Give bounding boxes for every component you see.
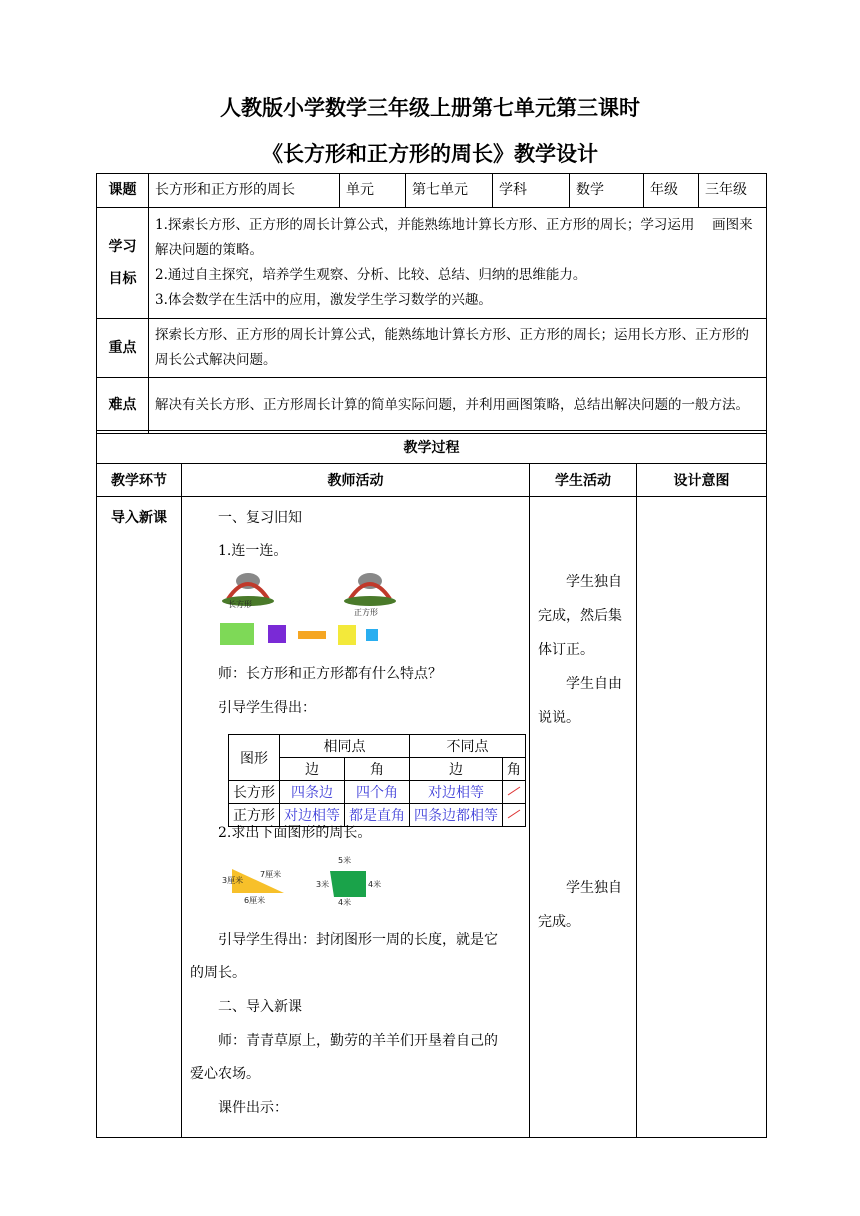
goals-label-line1: 学习 [108,239,137,255]
blue-square [366,629,378,641]
goal-item: 3.体会数学在生活中的应用，激发学生学习数学的兴趣。 [155,292,492,308]
ft-side: 边 [280,758,345,781]
green-rectangle [220,623,254,645]
teacher-line: 1.连一连。 [218,543,288,559]
design-intent-cell [637,497,767,1138]
subject-value: 数学 [570,174,644,208]
teacher-line: 2.求出下面图形的周长。 [218,825,372,841]
teaching-process-table [96,430,767,1138]
stage-name: 导入新课 [111,510,167,526]
key-value [149,319,767,378]
topic-value: 长方形和正方形的周长 [149,174,340,208]
connect-label-square: 正方形 [354,608,378,617]
triangle-label-base: 6厘米 [244,896,266,905]
student-line: 完成。 [538,914,580,930]
goals-value [149,208,767,319]
trapezoid-figure [326,867,370,901]
trapezoid-label-right: 4米 [368,880,382,889]
ft-cell: 四条边都相等 [410,804,503,827]
yellow-square [338,625,356,645]
goal-item: 2.通过自主探究，培养学生观察、分析、比较、总结、归纳的思维能力。 [155,267,587,283]
difficulty-label: 难点 [97,378,149,434]
student-line: 完成，然后集 [538,608,622,624]
difficulty-text: 解决有关长方形、正方形周长计算的简单实际问题，并利用画图策略，总结出解决问题的一般方法。 [155,397,749,413]
unit-label: 单元 [340,174,406,208]
ft-angle: 角 [345,758,410,781]
difficulty-value [149,378,767,434]
student-line: 说说。 [538,710,580,726]
ft-cell: 四条边 [280,781,345,804]
col-teacher: 教师活动 [182,464,530,497]
ft-diff-header: 不同点 [410,735,526,758]
process-heading: 教学过程 [97,431,767,464]
document-title-line1: 人教版小学数学三年级上册第七单元第三课时 [220,96,640,120]
teacher-line: 二、导入新课 [218,999,302,1015]
ft-side: 边 [410,758,503,781]
ft-cell: 都是直角 [345,804,410,827]
teacher-line: 师：青青草原上，勤劳的羊羊们开垦着自己的 [218,1033,498,1049]
teacher-line: 师：长方形和正方形都有什么特点？ [218,666,442,682]
student-line: 学生自由 [566,676,622,692]
features-table [228,734,526,827]
key-text: 探索长方形、正方形的周长计算公式，能熟练地计算长方形、正方形的周长；运用长方形、正方形的周长公式解决问题。 [155,327,749,368]
triangle-label-hyp: 7厘米 [260,870,282,879]
ft-angle: 角 [503,758,526,781]
triangle-label-left: 3厘米 [222,876,244,885]
student-activity-cell [530,497,637,1138]
ft-cell: 四个角 [345,781,410,804]
subject-label: 学科 [493,174,570,208]
ft-shape-header: 图形 [229,735,280,781]
teacher-line: 爱心农场。 [190,1066,260,1082]
student-line: 体订正。 [538,642,594,658]
slash-mark [507,809,521,819]
grade-label: 年级 [644,174,699,208]
slash-mark [507,786,521,796]
ft-same-header: 相同点 [280,735,410,758]
teacher-line: 引导学生得出： [218,700,316,716]
goal-item: 1.探索长方形、正方形的周长计算公式，并能熟练地计算长方形、正方形的周长；学习运用 画图来解决问题的策略。 [155,217,753,258]
teacher-line: 课件出示： [218,1100,288,1116]
ft-cell: 对边相等 [280,804,345,827]
orange-rectangle [298,631,326,639]
col-stage: 教学环节 [97,464,182,497]
col-intent: 设计意图 [637,464,767,497]
ft-slash-cell [503,781,526,804]
teacher-line: 的周长。 [190,965,246,981]
purple-square [268,625,286,643]
teacher-line: 一、复习旧知 [218,510,302,526]
goals-label [97,208,149,319]
ft-square: 正方形 [229,804,280,827]
goals-label-line2: 目标 [108,271,137,287]
key-label: 重点 [97,319,149,378]
trapezoid-label-top: 5米 [338,856,352,865]
trapezoid-label-left: 3米 [316,880,330,889]
document-title-line2: 《长方形和正方形的周长》教学设计 [262,142,598,166]
ft-slash-cell [503,804,526,827]
ft-rect: 长方形 [229,781,280,804]
ft-cell: 对边相等 [410,781,503,804]
student-line: 学生独自 [566,880,622,896]
grade-value: 三年级 [699,174,767,208]
stage-cell [97,497,182,1138]
trapezoid-label-bottom: 4米 [338,898,352,907]
unit-value: 第七单元 [406,174,493,208]
sheep-cart-icon [344,573,396,606]
col-student: 学生活动 [530,464,637,497]
teacher-line: 引导学生得出：封闭图形一周的长度，就是它 [218,932,498,948]
student-line: 学生独自 [566,574,622,590]
teacher-activity-cell [182,497,530,1138]
lesson-info-table [96,173,767,434]
topic-label: 课题 [97,174,149,208]
connect-label-rect: 长方形 [228,600,252,609]
